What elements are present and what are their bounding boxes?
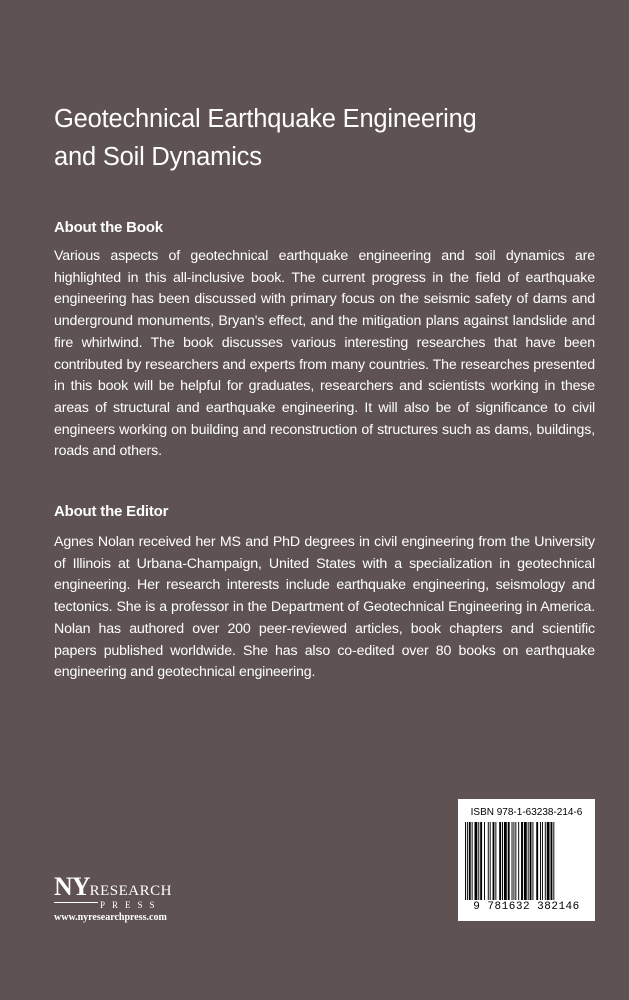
barcode-bar: [490, 822, 491, 900]
barcode-bar: [465, 822, 466, 900]
barcode-bar: [480, 822, 482, 900]
barcode-bar: [536, 822, 538, 900]
publisher-url: www.nyresearchpress.com: [54, 912, 167, 923]
barcode-bar: [469, 822, 471, 900]
publisher-logo-ny: NY: [54, 872, 90, 901]
about-editor-heading: About the Editor: [54, 503, 169, 520]
barcode-bar: [518, 822, 519, 900]
barcode-bar: [551, 822, 553, 900]
barcode-bar: [553, 822, 554, 900]
barcode-bar: [504, 822, 507, 900]
barcode-bar: [484, 822, 485, 900]
barcode-bar: [508, 822, 510, 900]
barcode-bar: [524, 822, 527, 900]
book-title-line-1: Geotechnical Earthquake Engineering: [54, 105, 477, 133]
barcode-digits: 9 781632 382146: [473, 901, 580, 913]
barcode-bar: [488, 822, 489, 900]
barcode-bar: [530, 822, 532, 900]
publisher-logo-wordmark: [54, 872, 172, 902]
publisher-logo-press: PRESS: [100, 900, 162, 910]
barcode-bar: [528, 822, 529, 900]
book-title: [54, 100, 594, 176]
publisher-logo-rule: [54, 902, 98, 903]
barcode-bar: [515, 822, 516, 900]
publisher-logo-research: RESEARCH: [89, 883, 172, 899]
barcode-bar: [495, 822, 496, 900]
barcode-bar: [478, 822, 479, 900]
publisher-logo: [54, 872, 194, 932]
barcode-bar: [472, 822, 473, 900]
book-title-line-2: and Soil Dynamics: [54, 143, 262, 171]
barcode-bar: [545, 822, 546, 900]
barcode-bar: [493, 822, 495, 900]
barcode-bar: [547, 822, 550, 900]
barcode-bar: [542, 822, 543, 900]
barcode-bar: [532, 822, 533, 900]
barcode-icon: [465, 822, 588, 900]
barcode-bar: [499, 822, 501, 900]
barcode-bar: [521, 822, 523, 900]
isbn-barcode-box: [458, 799, 595, 921]
barcode-bar: [467, 822, 468, 900]
about-book-text: Various aspects of geotechnical earthquake engineering and soil dynamics are highlighted in this all-inclusive book. The current progress in the field of earthquake engineering has been discussed with primary focus on the seismic safety of dams and underground monuments, Bryan's effect, and the mitigation plans against landslide and fire whirlwind. The book discusses various interesting researches that have been contributed by researchers and experts from many countries. The researches presented in this book will be helpful for graduates, researchers and scientists working in these areas of structural and earthquake engineering. It will also be of significance to civil engineers working on building and reconstruction of structures such as dams, buildings, roads and others.: [54, 248, 595, 460]
barcode-bar: [502, 822, 503, 900]
about-book-heading: About the Book: [54, 219, 163, 236]
isbn-label: ISBN 978-1-63238-214-6: [470, 807, 583, 818]
barcode-bar: [475, 822, 478, 900]
barcode-bar: [540, 822, 541, 900]
barcode-bar: [512, 822, 513, 900]
about-editor-text: Agnes Nolan received her MS and PhD degrees in civil engineering from the University of Illinois at Urbana-Champaign, United States with a specialization in geotechnical engineering. Her research interests include earthquake engineering, seismology and tectonics. She is a professor in the Department of Geotechnical Engineering in America. Nolan has authored over 200 peer-reviewed articles, book chapters and scientific papers published worldwide. She has also co-edited over 80 books on earthquake engineering and geotechnical engineering.: [54, 534, 595, 681]
barcode-bar: [513, 822, 514, 900]
